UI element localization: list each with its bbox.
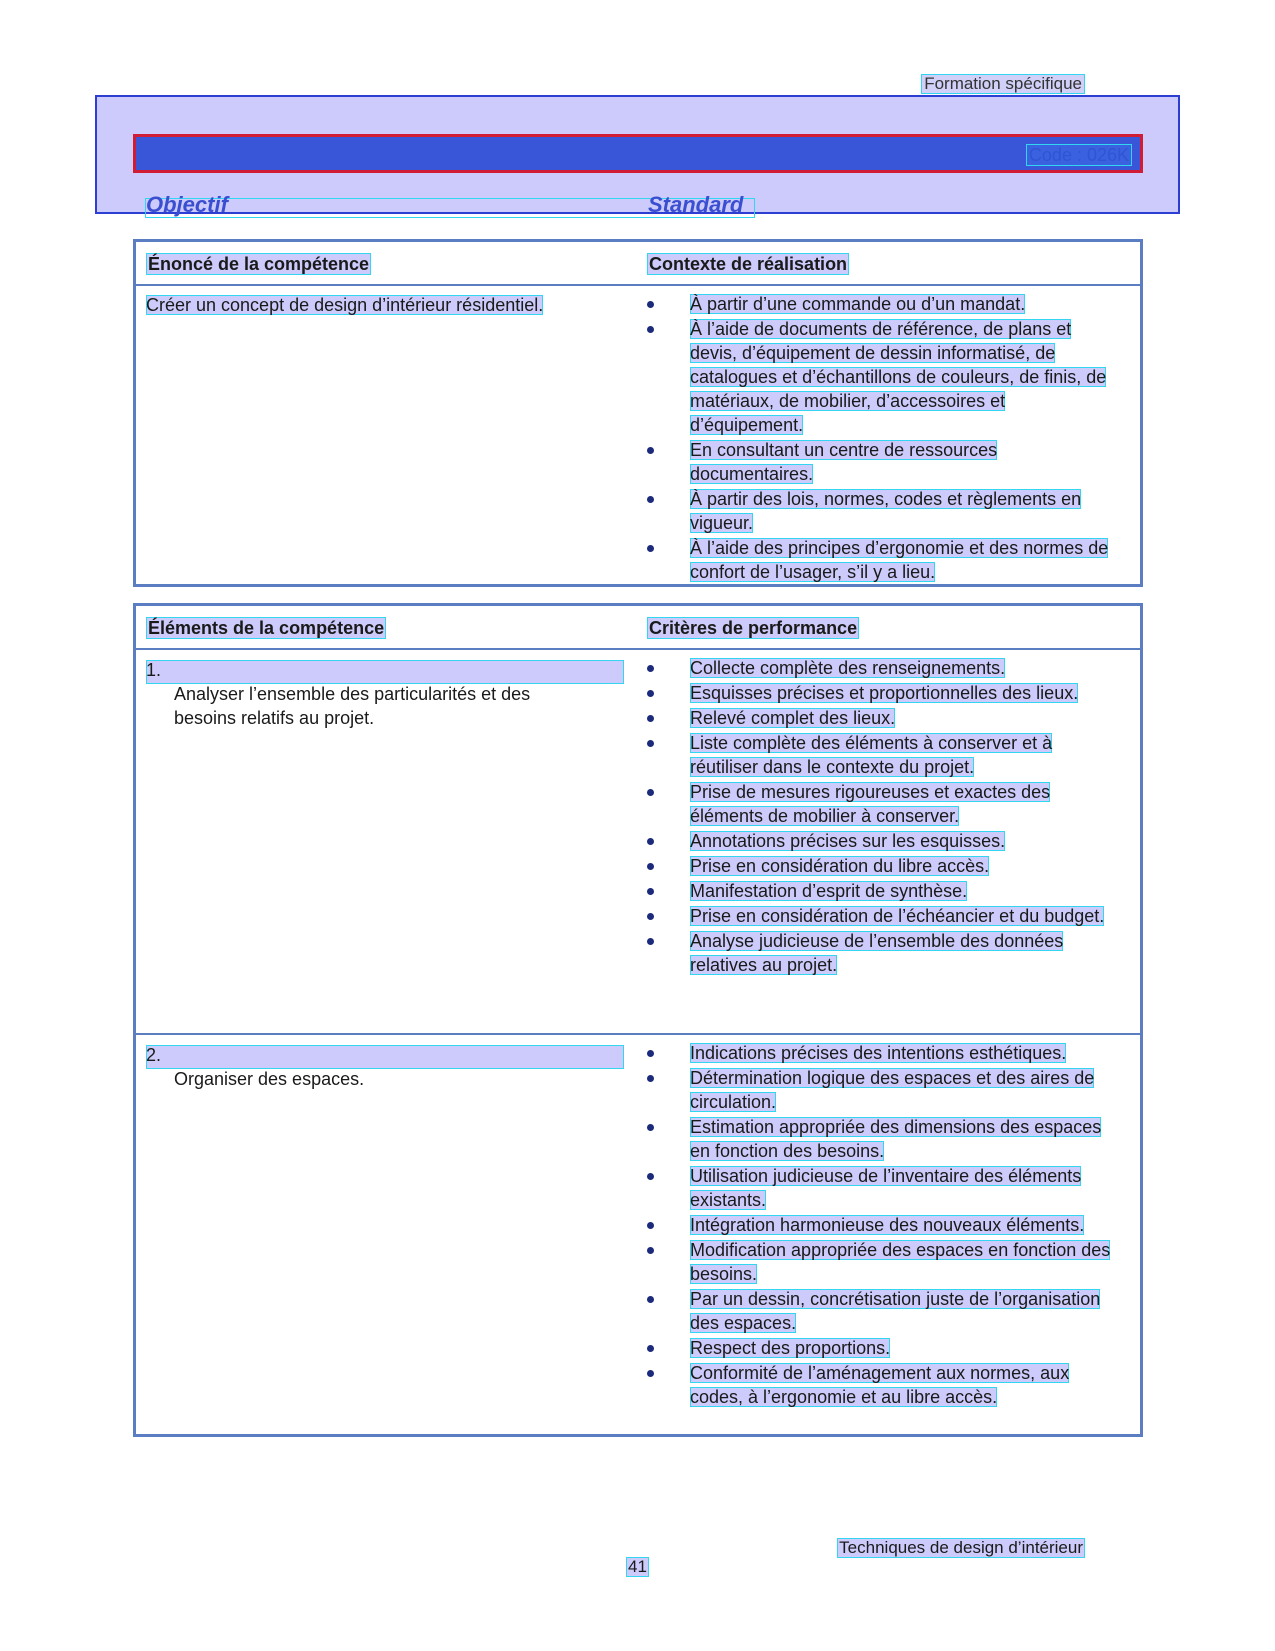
criteria-header: Critères de performance	[649, 618, 858, 638]
list-item: Conformité de l’aménagement aux normes, aux codes, à l’ergonomie et au libre accès.	[640, 1361, 1118, 1409]
element-2	[146, 1043, 576, 1091]
element-1-band	[146, 660, 624, 684]
list-item: Utilisation judicieuse de l’inventaire des éléments existants.	[640, 1164, 1118, 1212]
elements-header: Éléments de la compétence	[148, 618, 385, 638]
element-1	[146, 658, 576, 730]
list-item: Respect des proportions.	[640, 1336, 1118, 1360]
element-2-number: 2.	[146, 1045, 162, 1065]
list-item: À partir d’une commande ou d’un mandat.	[640, 292, 1118, 316]
elements-table	[133, 603, 1143, 1437]
context-list	[640, 292, 1118, 585]
list-item: Annotations précises sur les esquisses.	[640, 829, 1118, 853]
list-item: Intégration harmonieuse des nouveaux éléments.	[640, 1213, 1118, 1237]
competence-statement	[146, 293, 543, 317]
criteria-list-1	[640, 656, 1118, 978]
competence-table	[133, 239, 1143, 587]
elements-table-header	[136, 606, 1140, 650]
page-number: 41	[628, 1557, 647, 1576]
competence-statement-text: Créer un concept de design d’intérieur résidentiel.	[146, 295, 544, 315]
standard-label: Standard	[648, 192, 744, 217]
code-label: Code : 026K	[1026, 144, 1132, 166]
list-item: Prise en considération du libre accès.	[640, 854, 1118, 878]
running-title: Formation spécifique	[921, 74, 1085, 94]
context-header: Contexte de réalisation	[649, 254, 848, 274]
list-item: Liste complète des éléments à conserver et à réutiliser dans le contexte du projet.	[640, 731, 1118, 779]
list-item: Par un dessin, concrétisation juste de l’organisation des espaces.	[640, 1287, 1118, 1335]
list-item: Esquisses précises et proportionnelles des lieux.	[640, 681, 1118, 705]
element-1-number: 1.	[146, 660, 162, 680]
list-item: Manifestation d’esprit de synthèse.	[640, 879, 1118, 903]
element-2-band	[146, 1045, 624, 1069]
objective-label: Objectif	[146, 192, 228, 217]
list-item: Analyse judicieuse de l’ensemble des données relatives au projet.	[640, 929, 1118, 977]
element-1-text: Analyser l’ensemble des particularités et des besoins relatifs au projet.	[174, 684, 531, 728]
list-item: Relevé complet des lieux.	[640, 706, 1118, 730]
list-item: Collecte complète des renseignements.	[640, 656, 1118, 680]
list-item: Modification appropriée des espaces en fonction des besoins.	[640, 1238, 1118, 1286]
list-item: Indications précises des intentions esthétiques.	[640, 1041, 1118, 1065]
element-2-text: Organiser des espaces.	[174, 1069, 365, 1089]
statement-header: Énoncé de la compétence	[148, 254, 370, 274]
list-item: À l’aide de documents de référence, de plans et devis, d’équipement de dessin informatisé, de catalogues et d’échantillons de couleurs, de finis, de matériaux, de mobilier, d’accessoires et d’équipement.	[640, 317, 1118, 437]
list-item: Prise de mesures rigoureuses et exactes des éléments de mobilier à conserver.	[640, 780, 1118, 828]
row-divider	[136, 1033, 1140, 1035]
list-item: Estimation appropriée des dimensions des espaces en fonction des besoins.	[640, 1115, 1118, 1163]
program-title: Techniques de design d’intérieur	[839, 1538, 1083, 1557]
criteria-list-2	[640, 1041, 1118, 1410]
list-item: En consultant un centre de ressources documentaires.	[640, 438, 1118, 486]
list-item: À l’aide des principes d’ergonomie et des normes de confort de l’usager, s’il y a lieu.	[640, 536, 1118, 584]
list-item: Prise en considération de l’échéancier et du budget.	[640, 904, 1118, 928]
list-item: Détermination logique des espaces et des aires de circulation.	[640, 1066, 1118, 1114]
code-bar	[133, 134, 1143, 173]
competence-table-header	[136, 242, 1140, 286]
list-item: À partir des lois, normes, codes et règlements en vigueur.	[640, 487, 1118, 535]
